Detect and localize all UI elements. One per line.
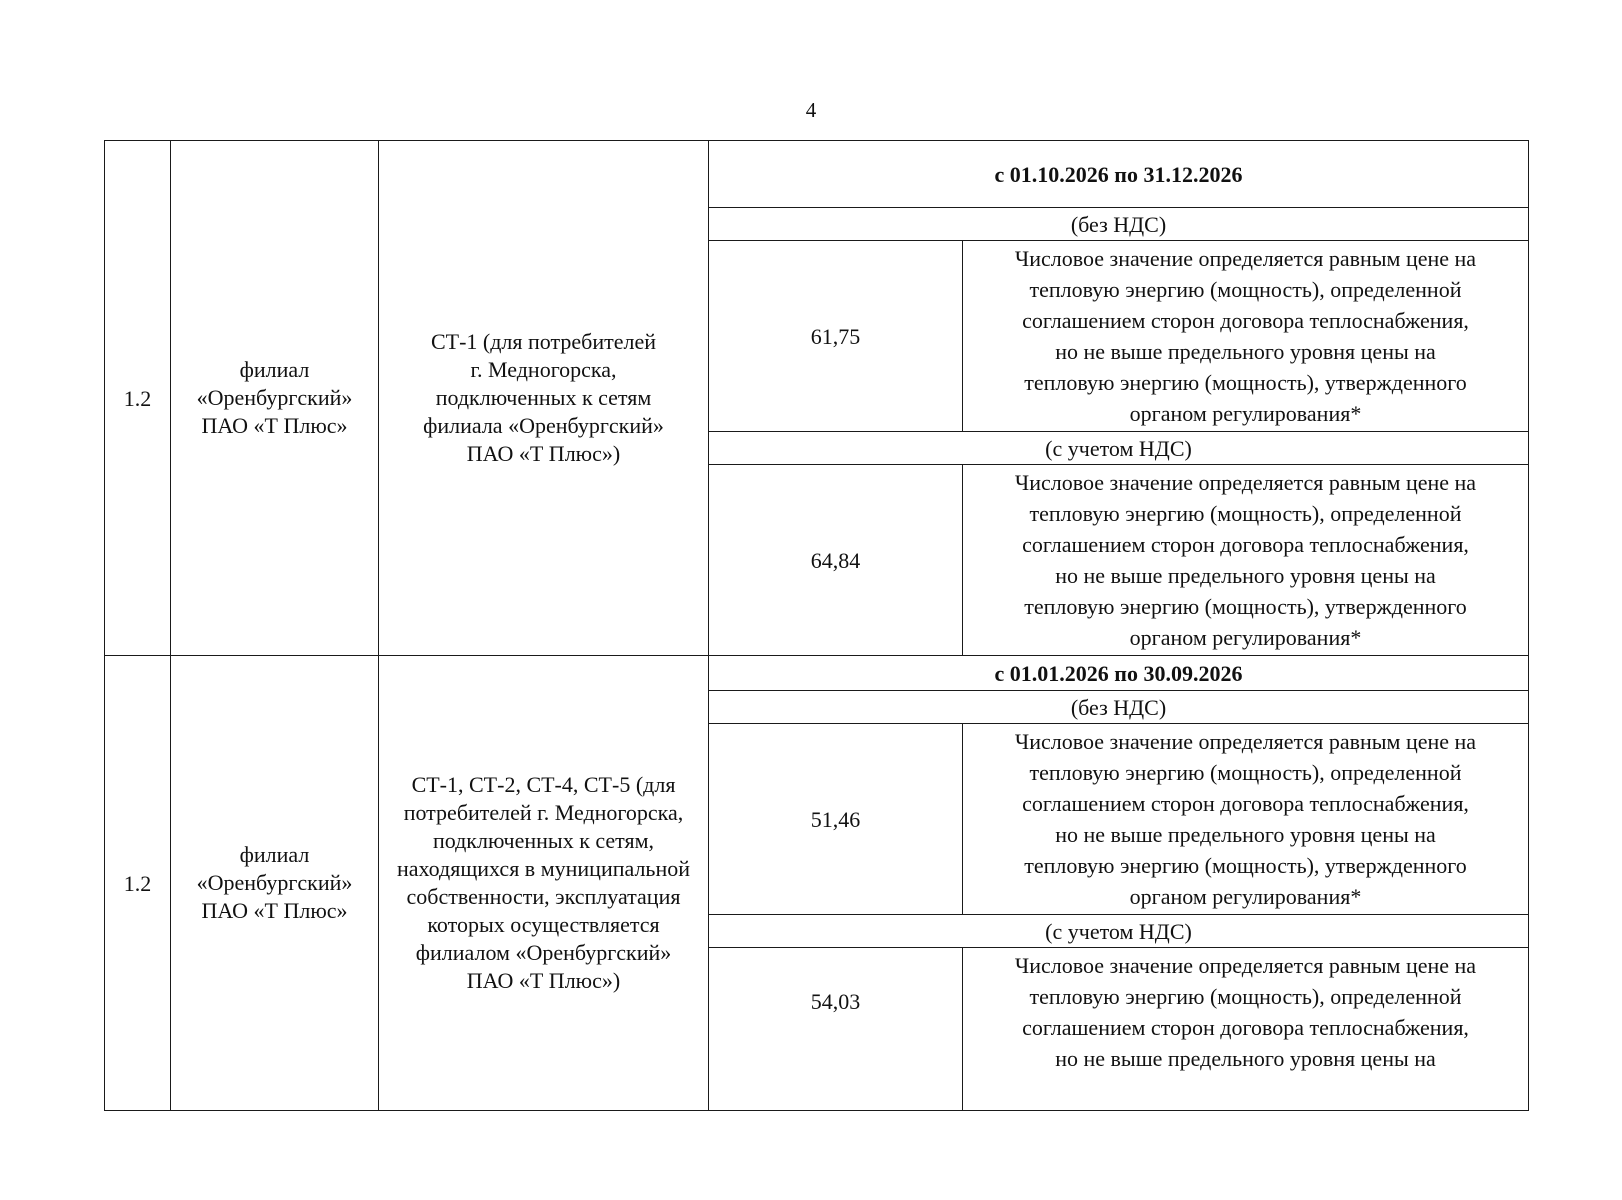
description-line: органом регулирования* — [1129, 401, 1362, 426]
period-header: с 01.10.2026 по 31.12.2026 — [709, 141, 1529, 208]
consumer-line: ПАО «Т Плюс») — [466, 968, 621, 993]
vat-label: (без НДС) — [709, 691, 1529, 724]
consumer-line: г. Медногорска, — [470, 357, 617, 382]
tariff-description — [963, 465, 1529, 656]
organization-cell — [171, 141, 379, 656]
consumer-line: подключенных к сетям, — [432, 828, 655, 853]
description-line: Числовое значение определяется равным цене на — [1014, 729, 1477, 754]
row-number-cell: 1.2 — [105, 141, 171, 656]
consumer-group-cell — [379, 656, 709, 1111]
tariff-value: 51,46 — [709, 724, 963, 915]
organization-line: «Оренбургский» — [196, 870, 353, 895]
consumer-line: филиала «Оренбургский» — [423, 413, 664, 438]
description-line: но не выше предельного уровня цены на — [1055, 822, 1436, 847]
description-line: но не выше предельного уровня цены на — [1055, 563, 1436, 588]
description-line: соглашением сторон договора теплоснабжения, — [1022, 532, 1469, 557]
consumer-line: которых осуществляется — [427, 912, 660, 937]
description-line: органом регулирования* — [1129, 625, 1362, 650]
consumer-line: филиалом «Оренбургский» — [415, 940, 672, 965]
consumer-line: собственности, эксплуатация — [406, 884, 681, 909]
table-row — [105, 656, 1529, 691]
description-line: тепловую энергию (мощность), утвержденного — [1024, 370, 1467, 395]
consumer-line: СТ-1, СТ-2, СТ-4, СТ-5 (для — [411, 772, 676, 797]
description-line: Числовое значение определяется равным цене на — [1014, 953, 1477, 978]
consumer-line: подключенных к сетям — [435, 385, 652, 410]
description-line: тепловую энергию (мощность), утвержденного — [1024, 594, 1467, 619]
tariff-description — [963, 948, 1529, 1111]
description-line: тепловую энергию (мощность), определенной — [1029, 984, 1462, 1009]
organization-line: «Оренбургский» — [196, 385, 353, 410]
table-row — [105, 141, 1529, 208]
vat-label: (без НДС) — [709, 208, 1529, 241]
description-line: Числовое значение определяется равным цене на — [1014, 470, 1477, 495]
description-line: тепловую энергию (мощность), определенной — [1029, 277, 1462, 302]
consumer-line: СТ-1 (для потребителей — [430, 329, 657, 354]
tariff-description — [963, 724, 1529, 915]
tariff-value: 61,75 — [709, 241, 963, 432]
description-line: но не выше предельного уровня цены на — [1055, 1046, 1436, 1071]
tariff-value: 64,84 — [709, 465, 963, 656]
organization-line: ПАО «Т Плюс» — [201, 413, 348, 438]
description-line: тепловую энергию (мощность), определенной — [1029, 501, 1462, 526]
consumer-line: потребителей г. Медногорска, — [403, 800, 684, 825]
tariff-description — [963, 241, 1529, 432]
organization-line: ПАО «Т Плюс» — [201, 898, 348, 923]
description-line: органом регулирования* — [1129, 884, 1362, 909]
organization-line: филиал — [239, 842, 310, 867]
page-number: 4 — [805, 98, 817, 122]
organization-line: филиал — [239, 357, 310, 382]
description-line: но не выше предельного уровня цены на — [1055, 339, 1436, 364]
description-line: тепловую энергию (мощность), определенной — [1029, 760, 1462, 785]
consumer-line: ПАО «Т Плюс») — [466, 441, 621, 466]
description-line: тепловую энергию (мощность), утвержденного — [1024, 853, 1467, 878]
consumer-group-cell — [379, 141, 709, 656]
description-line: соглашением сторон договора теплоснабжения, — [1022, 1015, 1469, 1040]
row-number-cell: 1.2 — [105, 656, 171, 1111]
description-line: Числовое значение определяется равным цене на — [1014, 246, 1477, 271]
organization-cell — [171, 656, 379, 1111]
description-line: соглашением сторон договора теплоснабжения, — [1022, 308, 1469, 333]
description-line: соглашением сторон договора теплоснабжения, — [1022, 791, 1469, 816]
tariff-table — [104, 140, 1529, 1111]
tariff-value: 54,03 — [709, 948, 963, 1111]
period-header: с 01.01.2026 по 30.09.2026 — [709, 656, 1529, 691]
vat-label: (с учетом НДС) — [709, 915, 1529, 948]
vat-label: (с учетом НДС) — [709, 432, 1529, 465]
consumer-line: находящихся в муниципальной — [396, 856, 691, 881]
